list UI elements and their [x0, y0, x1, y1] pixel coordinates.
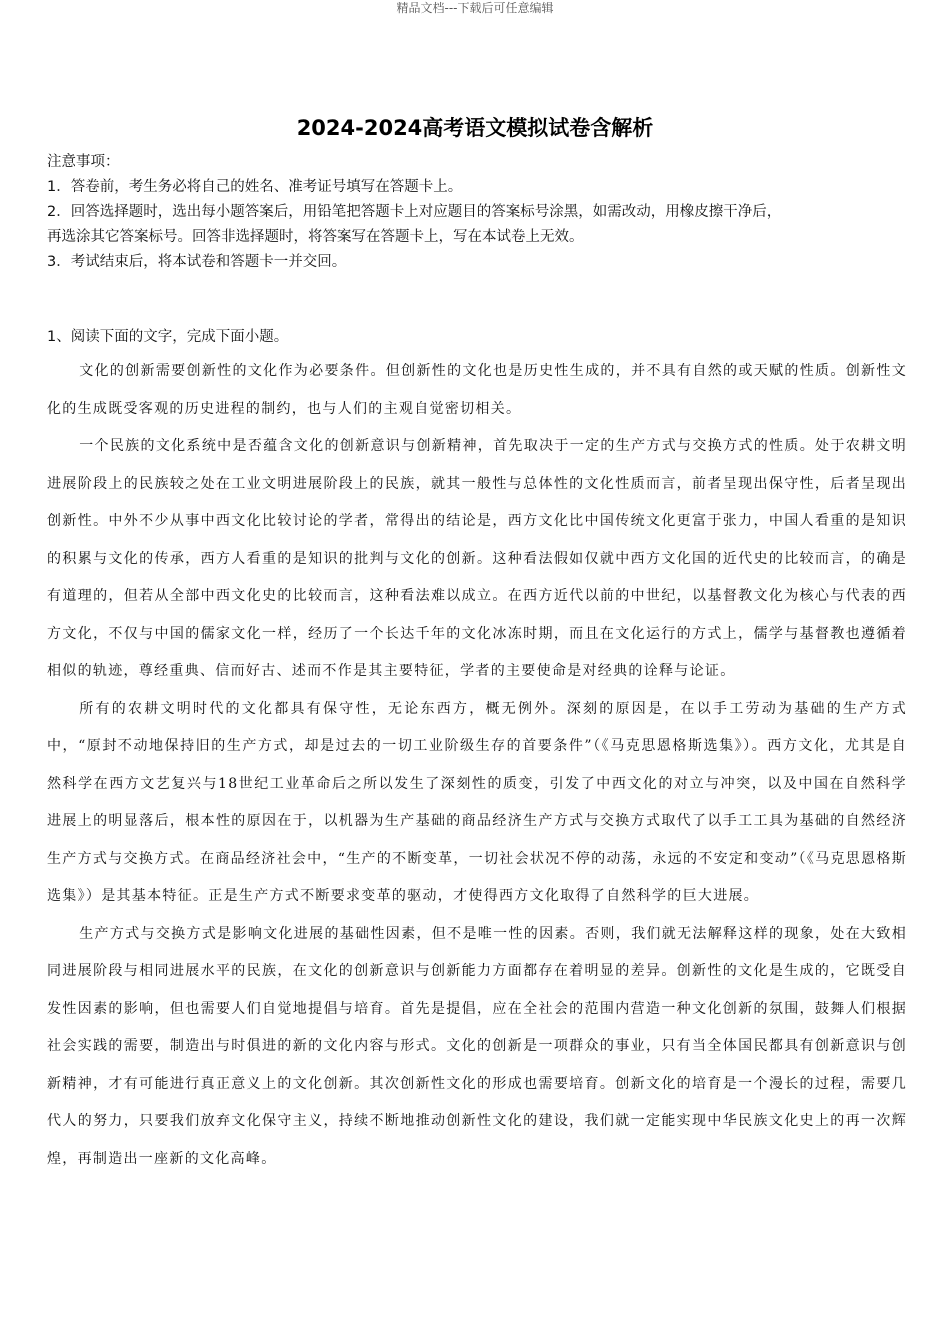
notice-section	[47, 150, 907, 275]
notice-heading: 注意事项：	[47, 154, 120, 170]
passage-paragraph: 所有的农耕文明时代的文化都具有保守性，无论东西方，概无例外。深刻的原因是，在以手工劳动为基础的生产方式中，“原封不动地保持旧的生产方式，却是过去的一切工业阶级生存的首要条件”（《马克思恩格斯选集》）。西方文化，尤其是自然科学在西方文艺复兴与18世纪工业革命后之所以发生了深刻性的质变，引发了中西文化的对立与冲突，以及中国在自然科学进展上的明显落后，根本性的原因在于，以机器为生产基础的商品经济生产方式与交换方式取代了以手工工具为基础的自然经济生产方式与交换方式。在商品经济社会中，“生产的不断变革，一切社会状况不停的动荡，永远的不安定和变动”（《马克思恩格斯选集》）是其基本特征。正是生产方式不断要求变革的驱动，才使得西方文化取得了自然科学的巨大进展。	[47, 700, 907, 904]
document-title: 2024-2024高考语文模拟试卷含解析	[296, 116, 654, 140]
notice-item: 1．答卷前，考生务必将自己的姓名、准考证号填写在答题卡上。	[47, 179, 463, 195]
notice-item: 3．考试结束后，将本试卷和答题卡一并交回。	[47, 254, 347, 270]
page-header-note: 精品文档---下载后可任意编辑	[396, 1, 554, 15]
reading-passage	[47, 353, 907, 1178]
passage-paragraph: 一个民族的文化系统中是否蕴含文化的创新意识与创新精神，首先取决于一定的生产方式与交换方式的性质。处于农耕文明进展阶段上的民族较之处在工业文明进展阶段上的民族，就其一般性与总体性的文化性质而言，前者呈现出保守性，后者呈现出创新性。中外不少从事中西文化比较讨论的学者，常得出的结论是，西方文化比中国传统文化更富于张力，中国人看重的是知识的积累与文化的传承，西方人看重的是知识的批判与文化的创新。这种看法假如仅就中西方文化国的近代史的比较而言，的确是有道理的，但若从全部中西文化史的比较而言，这种看法难以成立。在西方近代以前的中世纪，以基督教文化为核心与代表的西方文化，不仅与中国的儒家文化一样，经历了一个长达千年的文化冰冻时期，而且在文化运行的方式上，儒学与基督教也遵循着相似的轨迹，尊经重典、信而好古、述而不作是其主要特征，学者的主要使命是对经典的诠释与论证。	[47, 438, 907, 679]
notice-item: 2．回答选择题时，选出每小题答案后，用铅笔把答题卡上对应题目的答案标号涂黑，如需改动，用橡皮擦干净后，	[47, 204, 782, 220]
passage-paragraph: 生产方式与交换方式是影响文化进展的基础性因素，但不是唯一性的因素。否则，我们就无法解释这样的现象，处在大致相同进展阶段与相同进展水平的民族，在文化的创新意识与创新能力方面都存在着明显的差异。创新性的文化是生成的，它既受自发性因素的影响，但也需要人们自觉地提倡与培育。首先是提倡，应在全社会的范围内营造一种文化创新的氛围，鼓舞人们根据社会实践的需要，制造出与时俱进的新的文化内容与形式。文化的创新是一项群众的事业，只有当全体国民都具有创新意识与创新精神，才有可能进行真正意义上的文化创新。其次创新性文化的形成也需要培育。创新文化的培育是一个漫长的过程，需要几代人的努力，只要我们放弃文化保守主义，持续不断地推动创新性文化的建设，我们就一定能实现中华民族文化史上的再一次辉煌，再制造出一座新的文化高峰。	[47, 925, 907, 1167]
question-prompt: 1、阅读下面的文字，完成下面小题。	[47, 329, 289, 345]
passage-paragraph: 文化的创新需要创新性的文化作为必要条件。但创新性的文化也是历史性生成的，并不具有自然的或天赋的性质。创新性文化的生成既受客观的历史进程的制约，也与人们的主观自觉密切相关。	[47, 363, 907, 417]
notice-item: 再选涂其它答案标号。回答非选择题时，将答案写在答题卡上，写在本试卷上无效。	[47, 229, 584, 245]
